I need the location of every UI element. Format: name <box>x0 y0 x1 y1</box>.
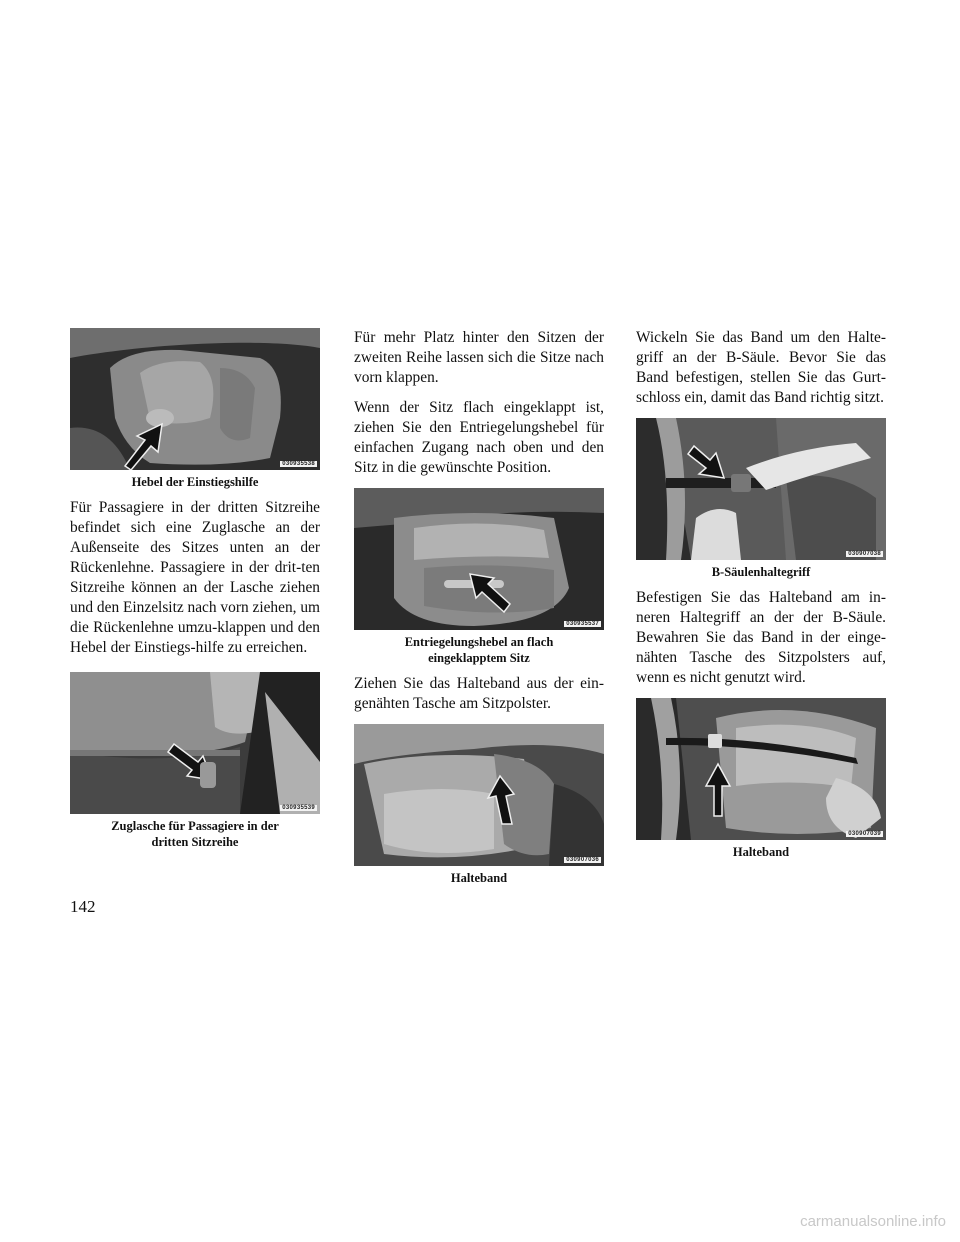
caption-line: dritten Sitzreihe <box>151 835 239 849</box>
figure-caption <box>70 818 320 850</box>
figure-code: 030935538 <box>282 461 315 467</box>
figure-b-pillar-handle-photo <box>636 418 886 560</box>
figure-caption: Halteband <box>732 845 790 859</box>
watermark: carmanualsonline.info <box>800 1213 946 1230</box>
figure-release-lever-photo <box>354 488 604 630</box>
caption-line: Entriegelungshebel an flach <box>404 635 554 649</box>
page-number: 142 <box>70 897 96 916</box>
figure-pull-strap-photo <box>70 672 320 814</box>
column-left <box>70 328 320 858</box>
paragraph: Befestigen Sie das Halteband am in-neren Haltegriff an der der B-Säule. Bewahren Sie das Band in der einge-nähten Tasche des Sitzpolsters auf, wenn es nicht genutzt wird. <box>636 589 886 686</box>
figure-caption: Halteband <box>450 871 508 885</box>
paragraph: Ziehen Sie das Halteband aus der ein-genähten Tasche am Sitzpolster. <box>354 675 604 712</box>
seat-photo-illustration <box>636 698 886 840</box>
paragraph: Für Passagiere in der dritten Sitzreihe befindet sich eine Zuglasche an der Außenseite des Sitzes unten an der Rückenlehne. Passagiere in der drit-ten Sitzreihe können an der Lasche ziehen und den Einzelsitz nach vorn ziehen, um die Rückenlehne umzu-klappen und den Hebel der Einstiegs-hilfe zu erreichen. <box>70 499 321 656</box>
seat-photo-illustration <box>70 672 320 814</box>
seat-photo-illustration <box>354 724 604 866</box>
figure-caption <box>354 634 604 666</box>
figure-code: 030907036 <box>566 857 599 863</box>
column-right <box>636 328 886 868</box>
figure-strap-photo <box>354 724 604 866</box>
figure-strap-attached-photo <box>636 698 886 840</box>
caption-line: eingeklapptem Sitz <box>428 651 530 665</box>
caption-line: Zuglasche für Passagiere in der <box>111 819 279 833</box>
figure-code: 030907038 <box>848 551 881 557</box>
figure-entry-lever-photo <box>70 328 320 470</box>
column-middle <box>354 328 604 894</box>
figure-code: 030935539 <box>282 805 315 811</box>
paragraph: Für mehr Platz hinter den Sitzen der zweiten Reihe lassen sich die Sitze nach vorn klappen. <box>354 329 604 386</box>
paragraph: Wenn der Sitz flach eingeklappt ist, ziehen Sie den Entriegelungshebel für einfachen Zugang nach oben und den Sitz in die gewünschte Position. <box>354 399 604 476</box>
seat-photo-illustration <box>70 328 320 470</box>
figure-code: 030907039 <box>848 831 881 837</box>
figure-code: 030935537 <box>566 621 599 627</box>
figure-caption: B-Säulenhaltegriff <box>711 565 811 579</box>
hand-photo-illustration <box>636 418 886 560</box>
paragraph: Wickeln Sie das Band um den Halte-griff an der B-Säule. Bevor Sie das Band befestigen, stellen Sie das Gurt-schloss ein, damit das Band richtig sitzt. <box>636 329 886 406</box>
seat-photo-illustration <box>354 488 604 630</box>
figure-caption: Hebel der Einstiegshilfe <box>131 475 259 489</box>
